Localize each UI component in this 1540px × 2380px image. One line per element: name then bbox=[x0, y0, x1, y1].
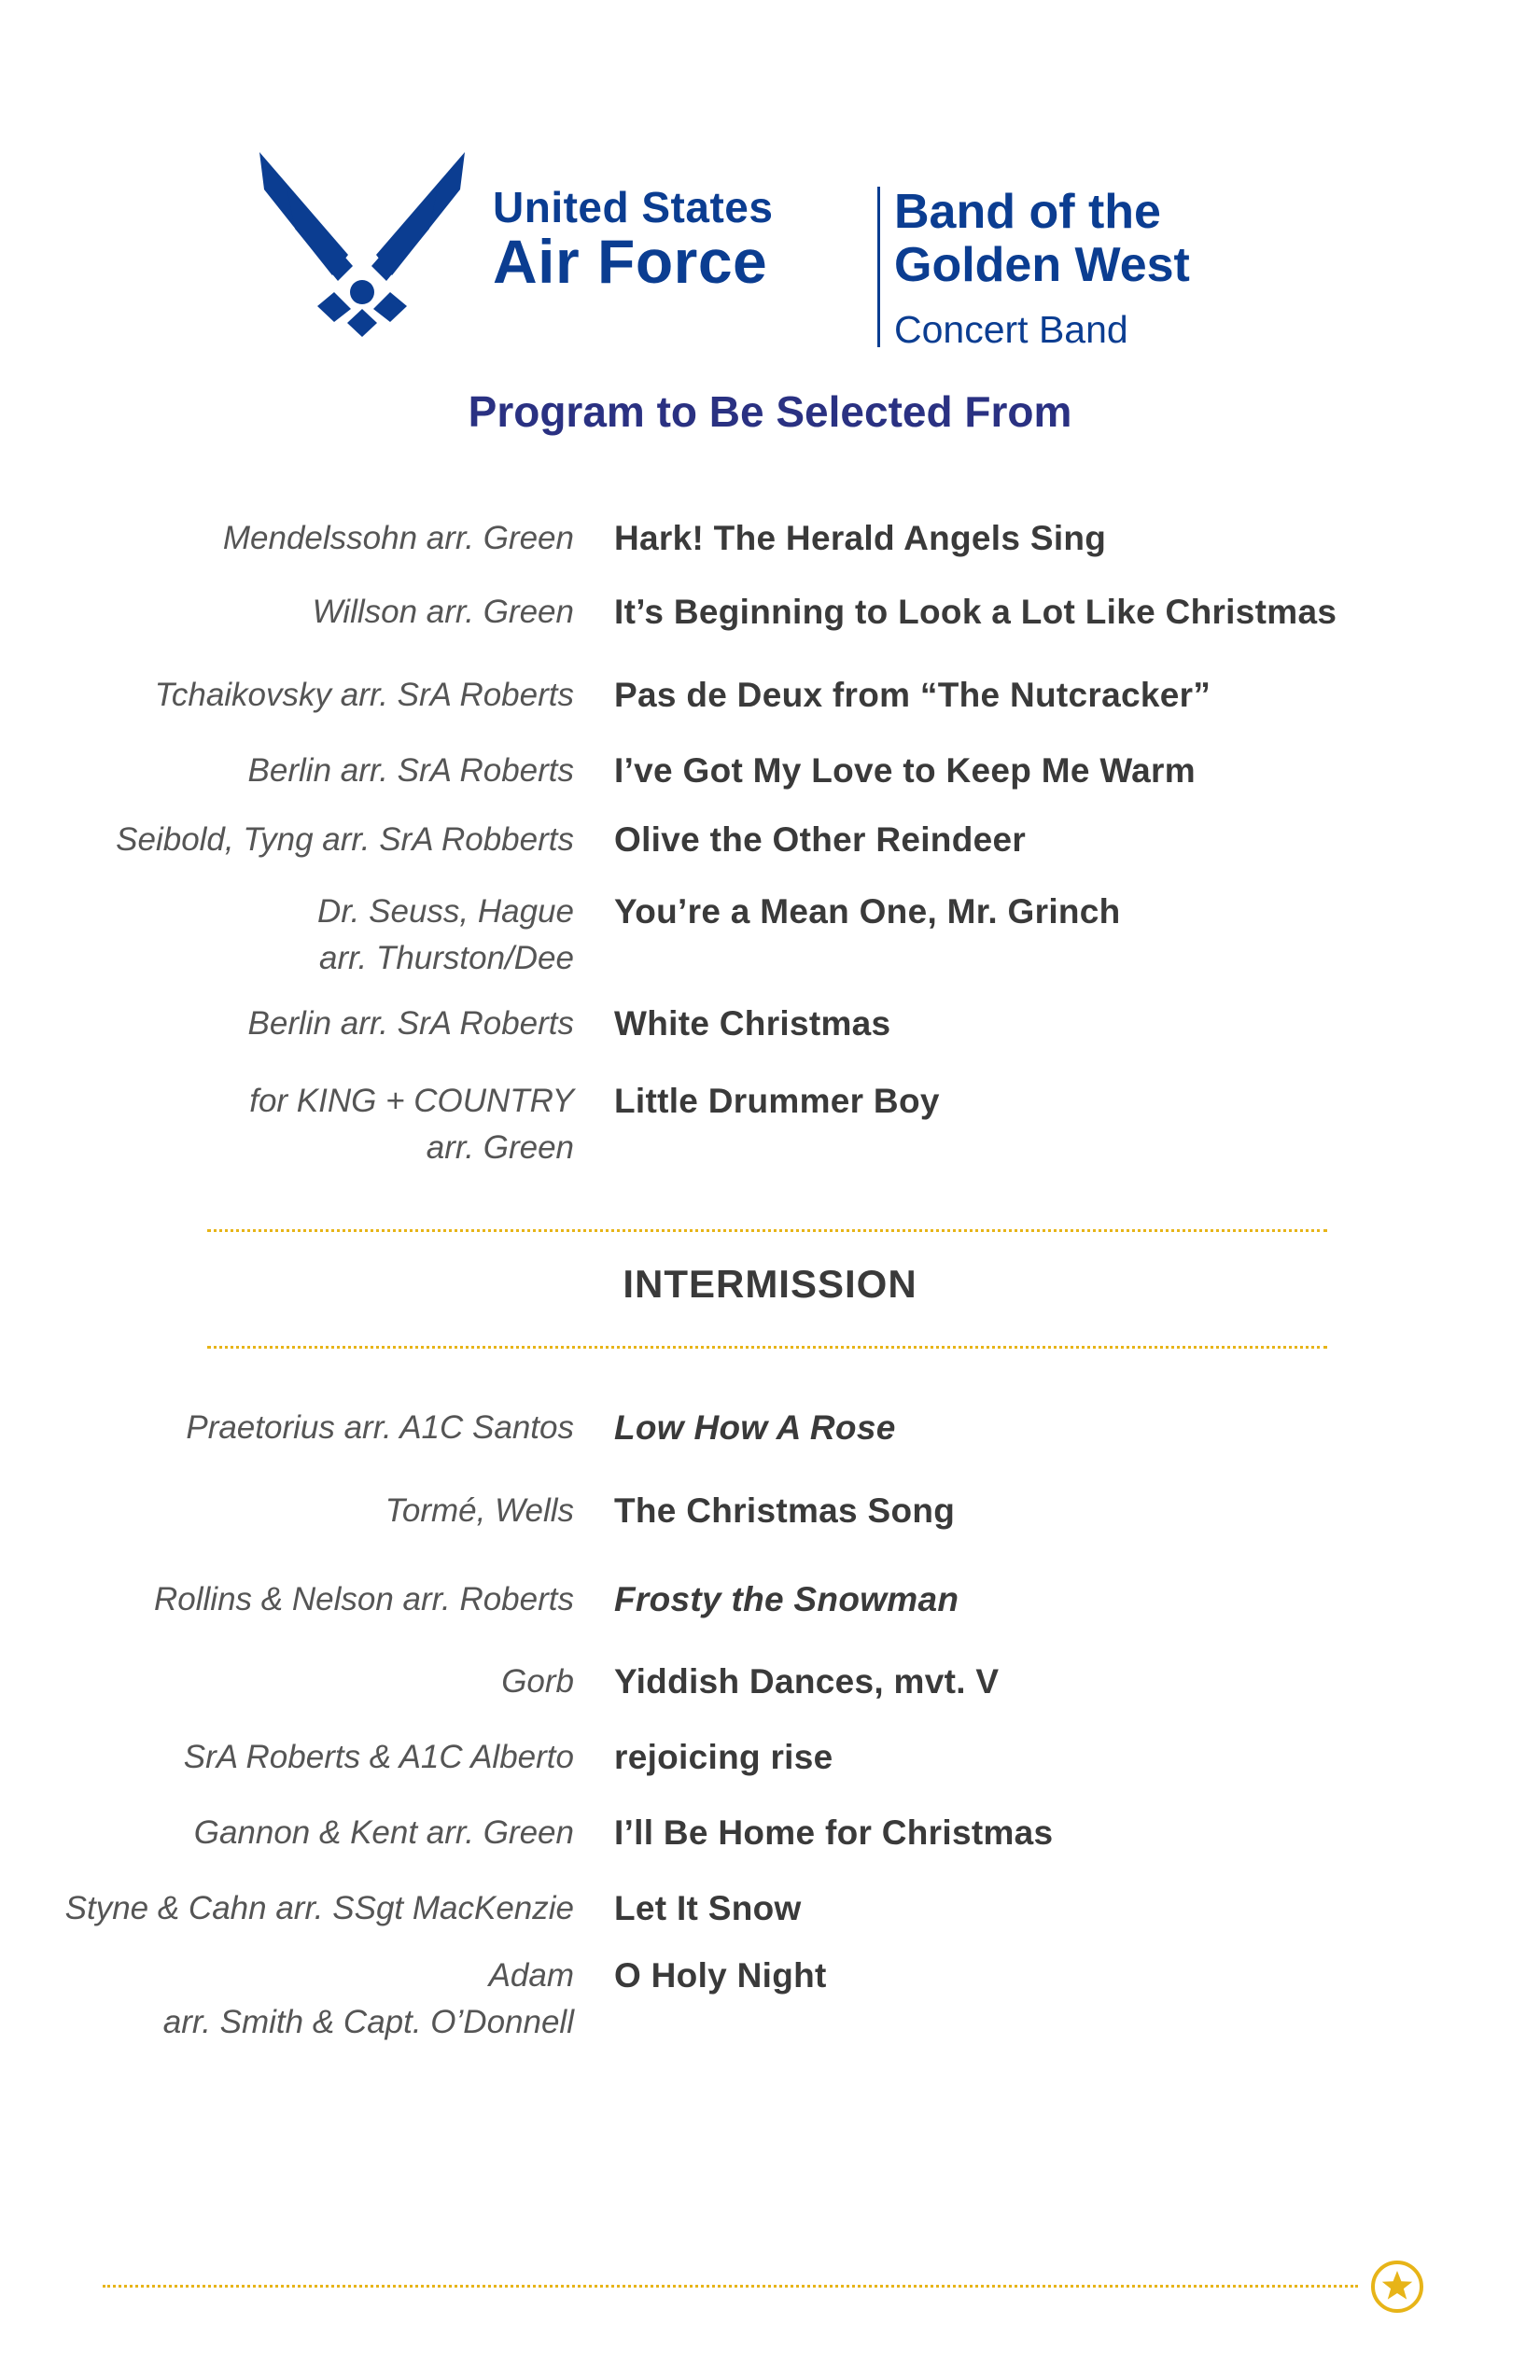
intermission-heading: INTERMISSION bbox=[623, 1262, 917, 1306]
piece-title: Olive the Other Reindeer bbox=[614, 820, 1027, 859]
band-name-line2: Golden West bbox=[894, 238, 1190, 293]
piece-title: O Holy Night bbox=[614, 1956, 827, 1995]
piece-title: Yiddish Dances, mvt. V bbox=[614, 1662, 1000, 1701]
divider-top bbox=[207, 1229, 1327, 1232]
piece-title: The Christmas Song bbox=[614, 1491, 956, 1530]
composer: Berlin arr. SrA Roberts bbox=[247, 752, 574, 789]
composer: Berlin arr. SrA Roberts bbox=[247, 1005, 574, 1042]
ensemble-name: Concert Band bbox=[894, 308, 1128, 352]
header bbox=[0, 0, 1540, 392]
composer: Seibold, Tyng arr. SrA Robberts bbox=[116, 821, 574, 858]
composer: Mendelssohn arr. Green bbox=[222, 520, 574, 556]
composer bbox=[0, 1078, 574, 1171]
composer: Willson arr. Green bbox=[312, 594, 574, 630]
logo-divider bbox=[877, 187, 880, 347]
piece-title: It’s Beginning to Look a Lot Like Christmas bbox=[614, 593, 1337, 631]
composer: Gannon & Kent arr. Green bbox=[193, 1814, 574, 1851]
piece-title: Low How A Rose bbox=[614, 1408, 896, 1447]
composer: Praetorius arr. A1C Santos bbox=[186, 1409, 574, 1446]
composer: Styne & Cahn arr. SSgt MacKenzie bbox=[64, 1890, 574, 1926]
piece-title: I’ve Got My Love to Keep Me Warm bbox=[614, 751, 1196, 790]
divider-bottom bbox=[207, 1346, 1327, 1349]
piece-title: Let It Snow bbox=[614, 1889, 802, 1927]
star-icon bbox=[1369, 2259, 1425, 2315]
composer-line2: arr. Smith & Capt. O’Donnell bbox=[162, 2004, 574, 2040]
org-name-line1: United States bbox=[493, 183, 774, 231]
piece-title: Frosty the Snowman bbox=[614, 1580, 959, 1618]
composer-line1: Dr. Seuss, Hague bbox=[317, 893, 574, 930]
piece-title: I’ll Be Home for Christmas bbox=[614, 1813, 1054, 1852]
band-name-line1: Band of the bbox=[894, 185, 1161, 239]
org-name-line2: Air Force bbox=[493, 227, 768, 296]
footer-divider bbox=[103, 2285, 1358, 2288]
composer-line2: arr. Green bbox=[426, 1129, 574, 1166]
air-force-wings-icon bbox=[259, 152, 465, 337]
piece-title: Hark! The Herald Angels Sing bbox=[614, 519, 1107, 557]
composer: Tormé, Wells bbox=[385, 1492, 574, 1529]
composer-line1: for KING + COUNTRY bbox=[249, 1083, 574, 1119]
piece-title: rejoicing rise bbox=[614, 1738, 833, 1776]
composer: Gorb bbox=[501, 1663, 574, 1700]
composer-line1: Adam bbox=[488, 1957, 574, 1994]
composer bbox=[0, 889, 574, 982]
composer-line2: arr. Thurston/Dee bbox=[319, 940, 574, 976]
composer: SrA Roberts & A1C Alberto bbox=[183, 1739, 574, 1775]
piece-title: Pas de Deux from “The Nutcracker” bbox=[614, 676, 1211, 714]
composer bbox=[0, 1953, 574, 2046]
composer: Tchaikovsky arr. SrA Roberts bbox=[154, 677, 574, 713]
org-name bbox=[493, 183, 774, 296]
piece-title: You’re a Mean One, Mr. Grinch bbox=[614, 892, 1121, 931]
band-name bbox=[894, 186, 1190, 351]
piece-title: White Christmas bbox=[614, 1004, 891, 1043]
piece-title: Little Drummer Boy bbox=[614, 1082, 940, 1120]
composer: Rollins & Nelson arr. Roberts bbox=[154, 1581, 574, 1617]
page-title: Program to Be Selected From bbox=[468, 387, 1072, 436]
